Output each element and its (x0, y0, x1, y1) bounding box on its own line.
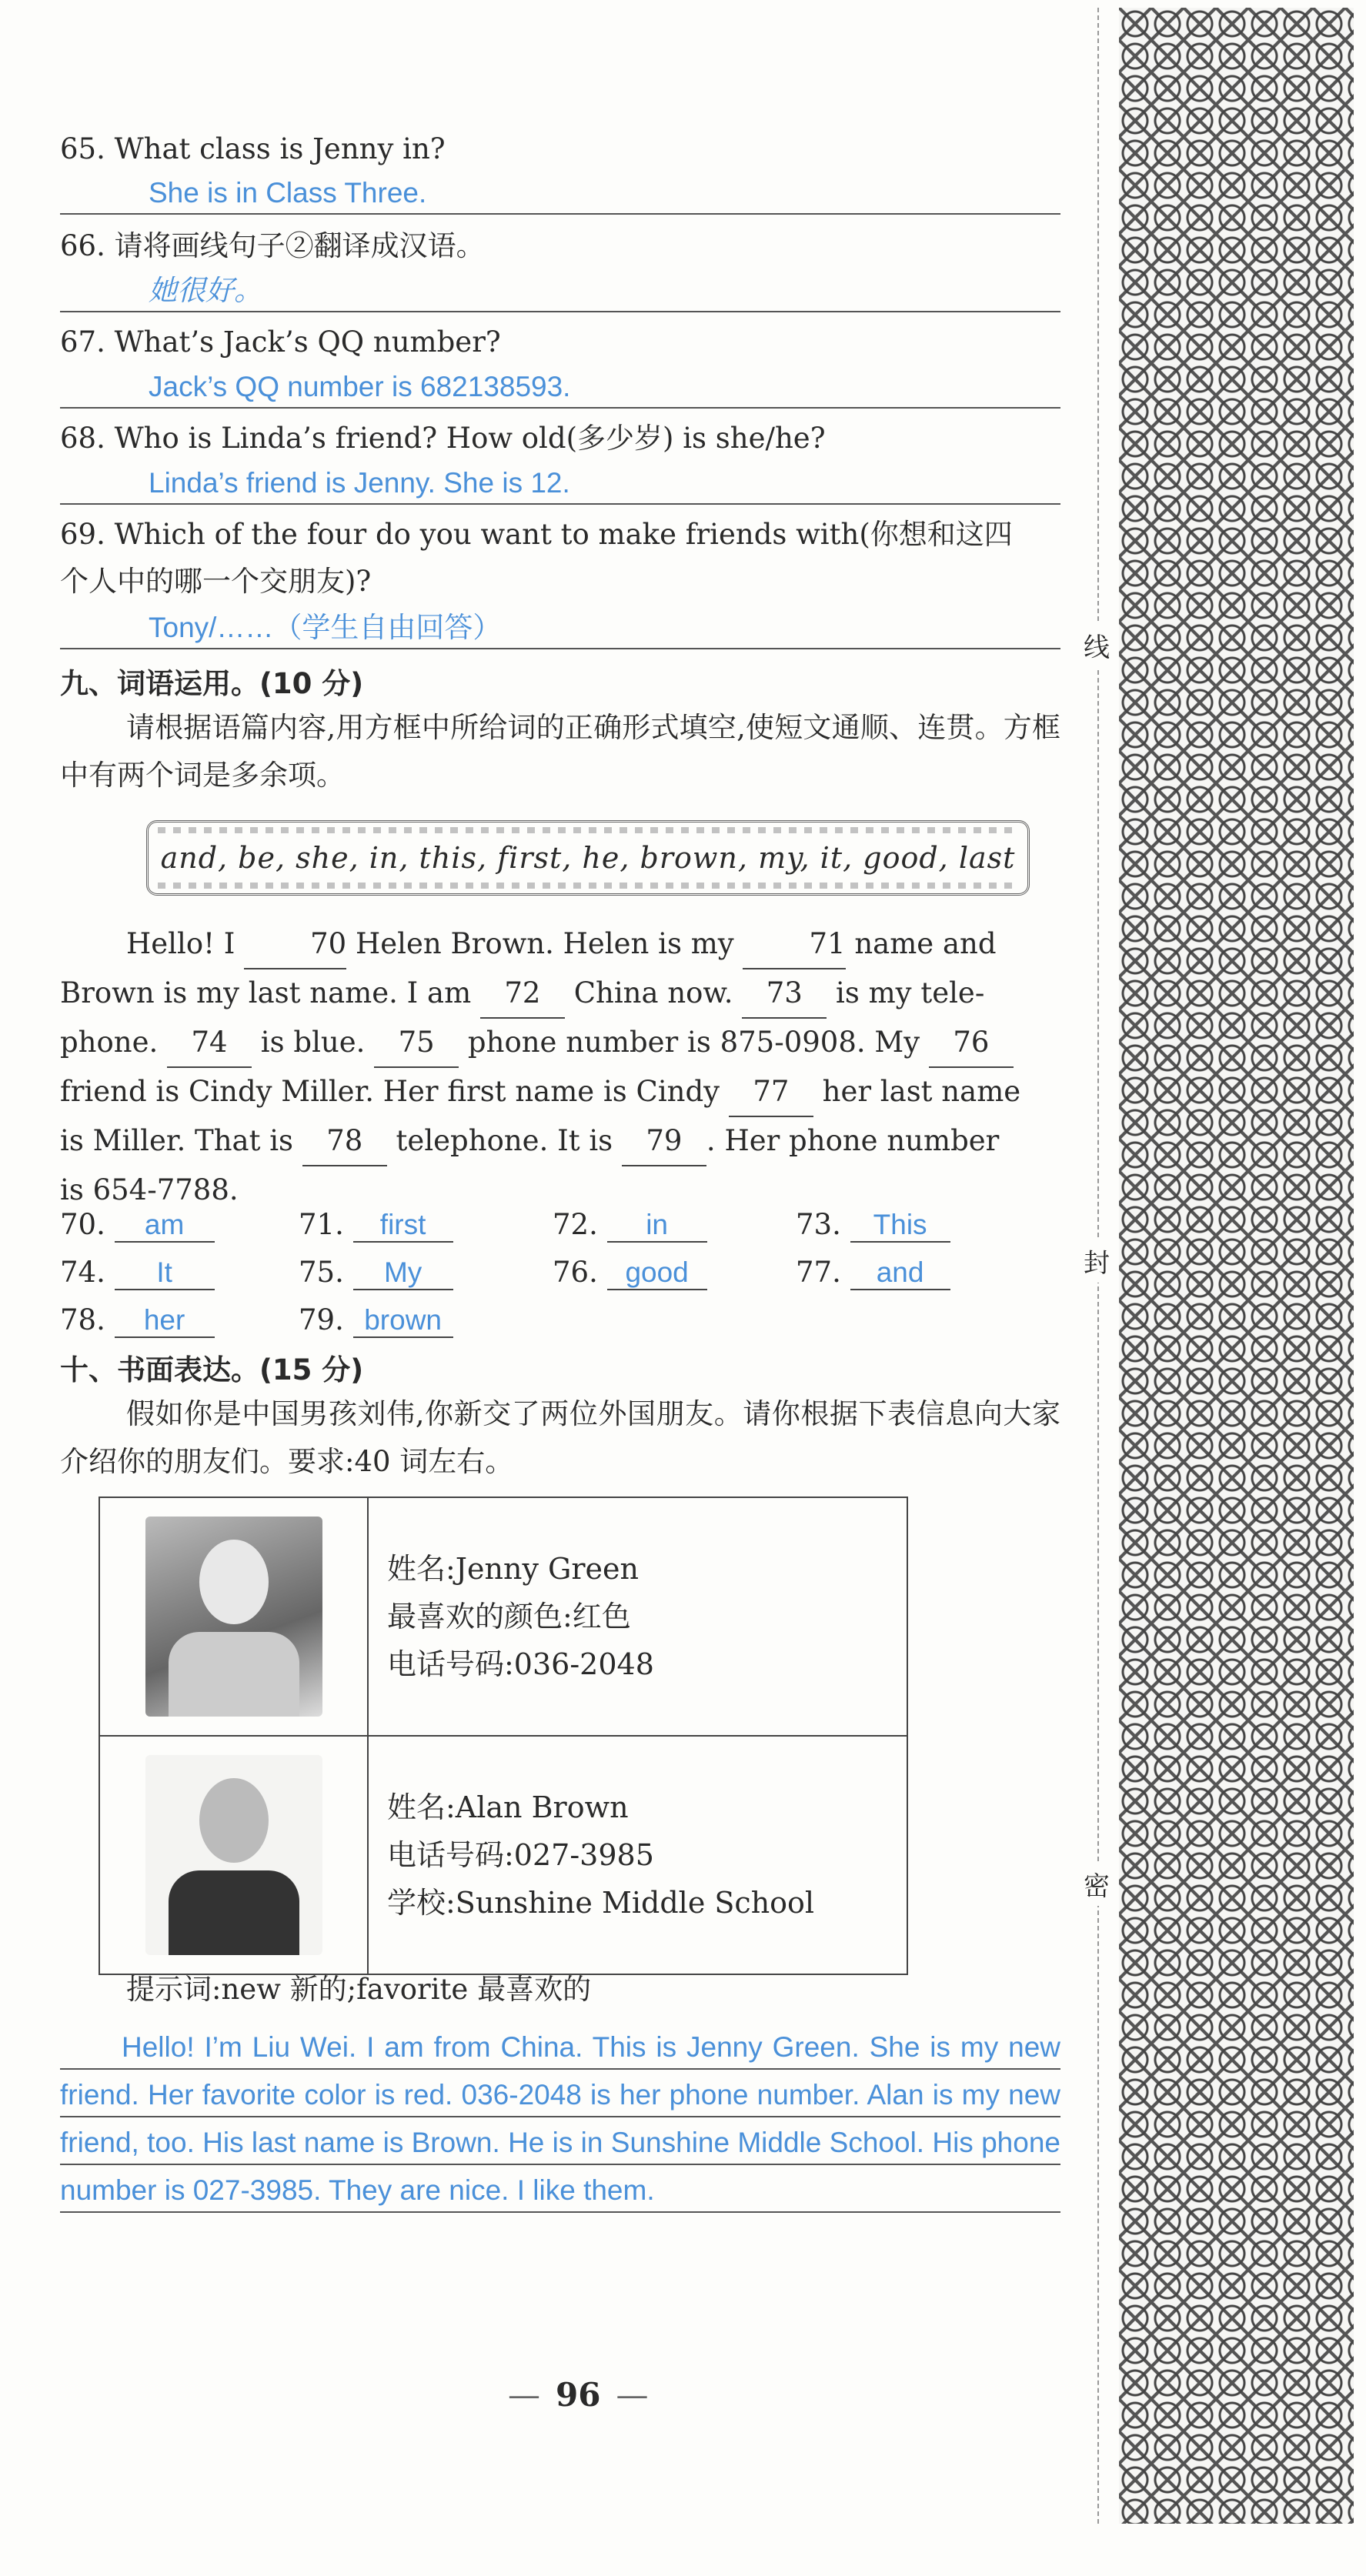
passage-line-5: is Miller. That is 78 telephone. It is 79 . Her phone number (60, 1117, 1060, 1166)
answer-77: 77. and (796, 1256, 950, 1290)
answer-74: 74. It (60, 1256, 215, 1290)
alan-name: 姓名:Alan Brown (387, 1790, 629, 1824)
passage-line-4: friend is Cindy Miller. Her first name is Cindy 77 her last name (60, 1068, 1060, 1117)
word-box: and, be, she, in, this, first, he, brown, my, it, good, last (146, 820, 1030, 896)
answer-68: Linda’s friend is Jenny. She is 12. (60, 463, 1060, 505)
section-10-title: 十、书面表达。(15 分) (60, 1353, 364, 1386)
passage-line-2: Brown is my last name. I am 72 China now. 73 is my tele- (60, 969, 1060, 1019)
essay-answer: Hello! I’m Liu Wei. I am from China. This is Jenny Green. She is my new friend. Her favorite color is red. 036-2048 is her phone number. Alan is my new friend, too. His last name is Brown. He is in Sunshine Middle School. His phone number is 027-3985. They are nice. I like them. (60, 2024, 1060, 2214)
question-67: 67. What’s Jack’s QQ number? (60, 325, 501, 359)
alan-school: 学校:Sunshine Middle School (387, 1886, 815, 1920)
cloze-passage (60, 920, 1060, 1214)
answer-65: She is in Class Three. (60, 173, 1060, 215)
jenny-phone: 电话号码:036-2048 (387, 1647, 654, 1681)
passage-line-1: Hello! I 70 Helen Brown. Helen is my 71 name and (60, 920, 1060, 969)
question-69: 69. Which of the four do you want to make friends with(你想和这四 (60, 518, 1013, 551)
margin-char-feng: 封 (1084, 1239, 1110, 1283)
answer-76: 76. good (553, 1256, 707, 1290)
answer-72: 72. in (553, 1208, 707, 1243)
section-9-title: 九、词语运用。(10 分) (60, 667, 364, 700)
alan-phone: 电话号码:027-3985 (387, 1838, 654, 1872)
page-number: — 96 — (508, 2376, 649, 2414)
question-69-line2: 个人中的哪一个交朋友)? (60, 565, 372, 598)
answer-78: 78. her (60, 1303, 215, 1338)
friends-info-table (99, 1497, 908, 1975)
margin-char-xian: 线 (1084, 623, 1110, 667)
answer-67: Jack’s QQ number is 682138593. (60, 367, 1060, 409)
jenny-name: 姓名:Jenny Green (387, 1552, 639, 1586)
passage-line-3: phone. 74 is blue. 75 phone number is 875-0908. My 76 (60, 1019, 1060, 1068)
answer-75: 75. My (299, 1256, 453, 1290)
question-65: 65. What class is Jenny in? (60, 132, 446, 165)
answer-73: 73. This (796, 1208, 950, 1243)
question-68: 68. Who is Linda’s friend? How old(多少岁) is she/he? (60, 422, 826, 455)
passage-line-6: is 654-7788. (60, 1173, 239, 1206)
alan-photo (145, 1755, 322, 1955)
friend-row-alan (99, 1736, 907, 1974)
answer-70: 70. am (60, 1208, 215, 1243)
answer-69: Tony/……（学生自由回答） (60, 608, 1060, 649)
hint-words: 提示词:new 新的;favorite 最喜欢的 (126, 1973, 592, 2006)
answer-71: 71. first (299, 1208, 453, 1243)
decorative-pattern-border (1119, 8, 1354, 2524)
answer-79: 79. brown (299, 1303, 453, 1338)
question-66: 66. 请将画线句子②翻译成汉语。 (60, 229, 485, 262)
jenny-photo (145, 1517, 322, 1717)
friend-row-jenny (99, 1497, 907, 1736)
jenny-favorite-color: 最喜欢的颜色:红色 (387, 1600, 631, 1633)
answer-66: 她很好。 (60, 271, 1060, 312)
section-10-instruction: 假如你是中国男孩刘伟,你新交了两位外国朋友。请你根据下表信息向大家介绍你的朋友们。要求:40 词左右。 (60, 1397, 1060, 1478)
section-9-instruction: 请根据语篇内容,用方框中所给词的正确形式填空,使短文通顺、连贯。方框中有两个词是多余项。 (60, 711, 1060, 792)
margin-char-mi: 密 (1084, 1862, 1110, 1906)
